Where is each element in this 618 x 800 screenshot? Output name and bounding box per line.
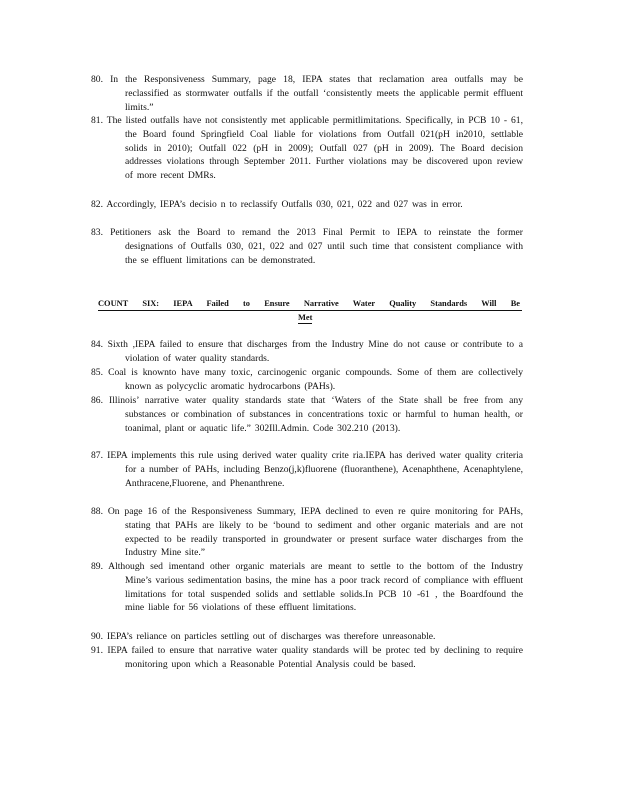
paragraph-text: 82. Accordingly, IEPA’s decisio n to reclassify Outfalls 030, 021, 022 and 027 was in error. (91, 199, 463, 210)
paragraph-86 (91, 394, 523, 435)
paragraph-83 (91, 226, 523, 267)
paragraph-81 (91, 114, 523, 183)
paragraph-text: 80. In the Responsiveness Summary, page 18, IEPA states that reclamation area outfalls may be reclassified as stormwater outfalls if the outfall ‘consistently meets the applicable permit effluent limits.” (91, 74, 523, 113)
paragraph-text: 81. The listed outfalls have not consistently met applicable permitlimitations. Specifically, in PCB 10 - 61, the Board found Springfield Coal liable for violations from Outfall 021(pH in2010, settlable solids in 2010); Outfall 022 (pH in 2009); Outfall 027 (pH in 2009). The Board decision addresses violations through September 2011. Further violations may be discovered upon review of more recent DMRs. (91, 115, 523, 182)
paragraph-text: 85. Coal is knownto have many toxic, carcinogenic organic compounds. Some of them are collectively known as polycyclic aromatic hydrocarbons (PAHs). (91, 367, 523, 392)
paragraph-text: 86. Illinois’ narrative water quality standards state that ‘Waters of the State shall be free from any substances or combination of substances in concentrations toxic or harmful to human health, or toanimal, plant or aquatic life.” 302Ill.Admin. Code 302.210 (2013). (91, 395, 523, 434)
count-six-heading-continued: Met (298, 313, 313, 322)
paragraph-text: 83. Petitioners ask the Board to remand the 2013 Final Permit to IEPA to reinstate the former designations of Outfalls 030, 021, 022 and 027 until such time that consistent compliance with the se effluent limitations can be demonstrated. (91, 227, 523, 266)
paragraph-90 (91, 630, 523, 644)
paragraph-84 (91, 338, 523, 366)
paragraph-text: 88. On page 16 of the Responsiveness Summary, IEPA declined to even re quire monitoring for PAHs, stating that PAHs are likely to be ‘bound to sediment and other organic materials and are not expected to be readily transported in groundwater or present surface water discharges from the Industry Mine site.” (91, 506, 523, 559)
paragraph-80 (91, 73, 523, 114)
count-six-heading: COUNT SIX: IEPA Failed to Ensure Narrative Water Quality Standards Will Be (98, 299, 520, 308)
paragraph-text: 89. Although sed imentand other organic materials are meant to settle to the bottom of the Industry Mine’s various sedimentation basins, the mine has a poor track record of compliance with effluent limitations for total suspended solids and settlable solids.In PCB 10 -61 , the Boardfound the mine liable for 56 violations of these effluent limitations. (91, 561, 523, 614)
paragraph-text: 91. IEPA failed to ensure that narrative water quality standards will be protec ted by declining to require monitoring upon which a Reasonable Potential Analysis could be based. (91, 645, 523, 670)
paragraph-text: 84. Sixth ,IEPA failed to ensure that discharges from the Industry Mine do not cause or contribute to a violation of water quality standards. (91, 339, 523, 364)
paragraph-88 (91, 505, 523, 560)
paragraph-85 (91, 366, 523, 394)
paragraph-91 (91, 644, 523, 672)
paragraph-82 (91, 198, 523, 212)
paragraph-87 (91, 449, 523, 490)
paragraph-89 (91, 560, 523, 615)
heading-underline (98, 310, 522, 311)
paragraph-text: 90. IEPA’s reliance on particles settling out of discharges was therefore unreasonable. (91, 631, 436, 642)
paragraph-text: 87. IEPA implements this rule using derived water quality crite ria.IEPA has derived water quality criteria for a number of PAHs, including Benzo(j,k)fluorene (fluoranthene), Acenaphthene, Acenaphtylene, Anthracene,Fluorene, and Phenanthrene. (91, 450, 523, 489)
